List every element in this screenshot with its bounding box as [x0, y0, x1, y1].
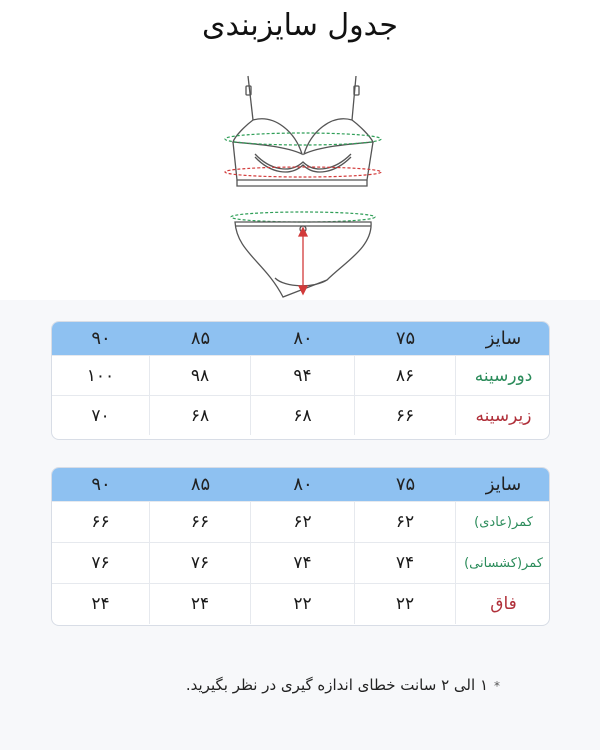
row-label-rise: فاق — [456, 583, 550, 624]
row-label-bust: دورسینه — [456, 355, 550, 395]
table-cell: ۶۲ — [355, 501, 456, 542]
table-cell: ۶۶ — [52, 501, 150, 542]
measurement-note — [80, 676, 500, 694]
table-cell: ۶۲ — [251, 501, 355, 542]
bra-outline-icon — [233, 76, 373, 186]
row-label-waist-elastic: کمر(کشسانی) — [456, 542, 550, 583]
bust-size-table — [51, 321, 550, 440]
table-row — [52, 395, 549, 435]
header-size-80: ۸۰ — [293, 474, 313, 495]
row-label-underbust: زیرسینه — [456, 395, 550, 435]
length-measure-icon — [299, 228, 307, 294]
header-size-label: سایز — [485, 328, 522, 349]
table-cell: ۷۴ — [251, 542, 355, 583]
table-header-row — [52, 322, 549, 355]
header-size-label: سایز — [485, 474, 522, 495]
header-size-80: ۸۰ — [293, 328, 313, 349]
table-cell: ۷۶ — [150, 542, 251, 583]
table-cell: ۶۶ — [355, 395, 456, 435]
table-row — [52, 501, 549, 542]
panty-size-table — [51, 467, 550, 626]
table-cell: ۲۲ — [355, 583, 456, 624]
table-cell: ۲۲ — [251, 583, 355, 624]
table-cell: ۷۰ — [52, 395, 150, 435]
header-size-90: ۹۰ — [91, 474, 111, 495]
table-cell: ۷۶ — [52, 542, 150, 583]
table-cell: ۸۶ — [355, 355, 456, 395]
table-cell: ۹۸ — [150, 355, 251, 395]
page-title: جدول سایزبندی — [202, 8, 398, 43]
table-row — [52, 542, 549, 583]
table-cell: ۷۴ — [355, 542, 456, 583]
table-cell: ۶۸ — [251, 395, 355, 435]
table-cell: ۹۴ — [251, 355, 355, 395]
header-size-75: ۷۵ — [395, 328, 416, 349]
table-cell: ۱۰۰ — [52, 355, 150, 395]
table-cell: ۲۴ — [150, 583, 251, 624]
table-row — [52, 583, 549, 624]
note-text: ۱ الی ۲ سانت خطای اندازه گیری در نظر بگیرید. — [185, 676, 488, 694]
header-size-90: ۹۰ — [91, 328, 111, 349]
waist-measure-icon — [231, 212, 375, 222]
header-size-85: ۸۵ — [190, 328, 211, 349]
underbust-measure-icon — [225, 167, 381, 177]
table-row — [52, 355, 549, 395]
table-cell: ۲۴ — [52, 583, 150, 624]
table-cell: ۶۶ — [150, 501, 251, 542]
row-label-waist-normal: کمر(عادی) — [456, 501, 550, 542]
header-size-85: ۸۵ — [190, 474, 211, 495]
table-header-row — [52, 468, 549, 501]
garment-illustration — [215, 62, 395, 307]
note-asterisk: * — [494, 679, 500, 693]
table-cell: ۶۸ — [150, 395, 251, 435]
header-size-75: ۷۵ — [395, 474, 416, 495]
